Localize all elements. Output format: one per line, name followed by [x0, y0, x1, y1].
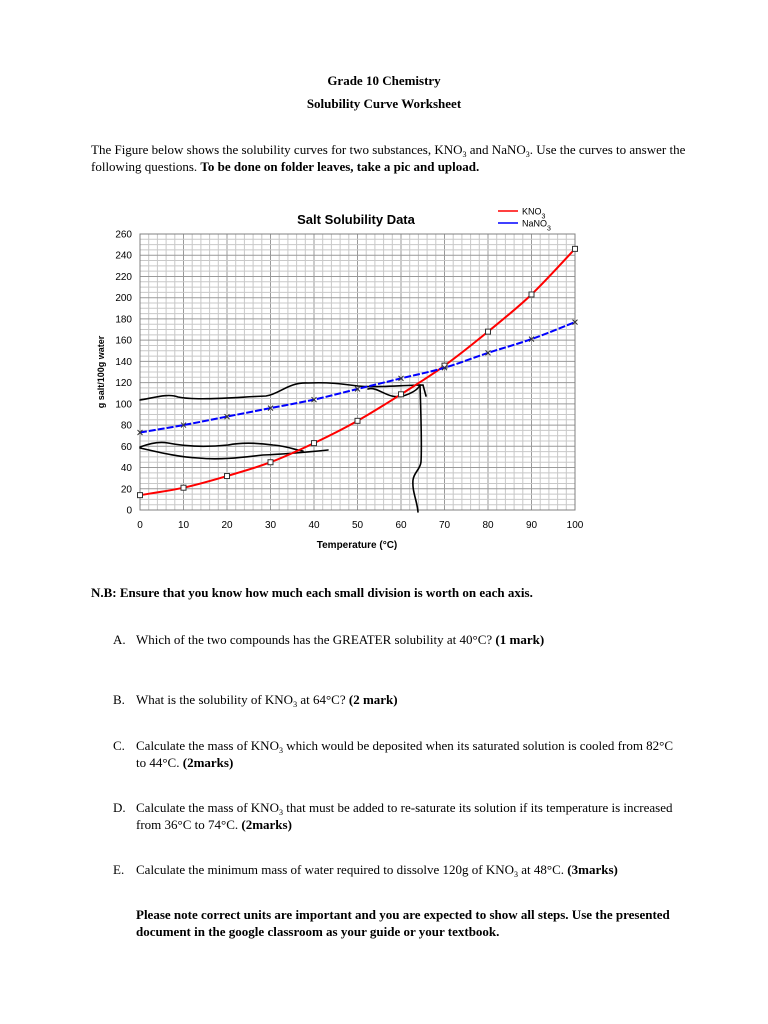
data-point-square — [399, 392, 404, 397]
question-text — [136, 861, 676, 878]
question-marks: (2marks) — [241, 817, 292, 832]
data-point-square — [573, 246, 578, 251]
x-tick-label: 10 — [177, 520, 190, 531]
question-marks: (1 mark) — [495, 632, 545, 647]
data-point-square — [138, 493, 143, 498]
question-text-part: Calculate the mass of KNO — [136, 800, 279, 815]
y-tick-label: 260 — [115, 229, 132, 241]
x-tick-label: 80 — [482, 520, 494, 531]
question-text-part: What is the solubility of KNO — [136, 692, 294, 707]
question-letter: C. — [113, 738, 125, 753]
y-axis-label: g salt/100g water — [96, 335, 106, 409]
y-tick-label: 100 — [115, 399, 132, 411]
data-point-square — [486, 329, 491, 334]
intro-instruction: To be done on folder leaves, take a pic and upload. — [200, 159, 480, 174]
closing-note: Please note correct units are important and you are expected to show all steps. Use the presented document in the google classroom as your guide or your textbook. — [136, 907, 670, 939]
intro-sub-1: 3 — [462, 150, 467, 159]
data-point-square — [225, 474, 230, 479]
intro-text-2: and NaNO — [466, 142, 526, 157]
question-marks: (2 mark) — [348, 692, 398, 707]
question-b — [113, 691, 673, 708]
x-tick-label: 70 — [438, 520, 451, 531]
question-letter: D. — [113, 800, 126, 815]
data-point-square — [312, 441, 317, 446]
data-point-square — [268, 460, 273, 465]
question-text — [136, 631, 676, 648]
y-tick-label: 120 — [115, 378, 132, 390]
nb-note: N.B: Ensure that you know how much each small division is worth on each axis. — [91, 585, 533, 600]
question-letter: E. — [113, 862, 125, 877]
y-tick-label: 20 — [120, 484, 132, 496]
x-tick-label: 60 — [395, 520, 407, 531]
question-text-part: Which of the two compounds has the GREATER solubility at 40°C? — [136, 632, 496, 647]
data-point-square — [181, 485, 186, 490]
y-tick-label: 240 — [115, 250, 132, 262]
x-axis-label: Temperature (°C) — [316, 540, 398, 551]
x-tick-label: 100 — [566, 520, 584, 531]
y-tick-label: 80 — [120, 420, 132, 432]
chart-grid — [140, 234, 575, 510]
question-subscript: 3 — [514, 870, 519, 879]
y-tick-label: 40 — [120, 463, 132, 475]
x-tick-label: 40 — [308, 520, 320, 531]
legend-label-nano3 — [522, 219, 551, 233]
x-tick-label: 30 — [264, 520, 277, 531]
worksheet-subtitle: Solubility Curve Worksheet — [306, 96, 462, 111]
x-tick-label: 50 — [351, 520, 364, 531]
y-tick-label: 220 — [115, 271, 132, 283]
legend-label-subscript: 3 — [547, 225, 551, 233]
y-tick-label: 0 — [126, 505, 132, 517]
legend-label-subscript: 3 — [541, 213, 546, 221]
question-marks: (2marks) — [182, 755, 234, 770]
x-tick-label: 90 — [525, 520, 538, 531]
intro-sub-2: 3 — [525, 150, 530, 159]
y-tick-label: 140 — [115, 356, 132, 368]
y-tick-label: 60 — [120, 441, 132, 453]
question-c — [113, 737, 673, 771]
y-tick-label: 160 — [115, 335, 132, 347]
question-subscript: 3 — [278, 746, 283, 755]
intro-text-3: . Use the curves to answer the following questions. — [91, 142, 686, 174]
intro-paragraph — [91, 141, 691, 175]
question-text-part: which would be deposited when its saturated solution is cooled from 82°C to 44°C. — [136, 738, 674, 770]
legend-label-main: KNO — [522, 206, 542, 217]
question-marks: (3marks) — [567, 862, 618, 877]
solubility-chart — [88, 200, 598, 560]
question-subscript: 3 — [293, 700, 298, 709]
data-point-square — [355, 418, 360, 423]
legend-label-main: NaNO — [522, 218, 548, 229]
question-text — [136, 691, 676, 708]
question-text — [136, 799, 676, 833]
question-a — [113, 631, 673, 648]
question-text — [136, 737, 676, 771]
y-tick-label: 200 — [115, 293, 132, 305]
x-tick-label: 0 — [137, 520, 143, 531]
worksheet-title: Grade 10 Chemistry — [327, 73, 441, 88]
question-subscript: 3 — [278, 808, 283, 817]
data-point-square — [529, 292, 534, 297]
question-letter: A. — [113, 632, 126, 647]
x-tick-label: 20 — [221, 520, 233, 531]
intro-text-1: The Figure below shows the solubility curves for two substances, KNO — [91, 142, 463, 157]
chart-title: Salt Solubility Data — [297, 212, 415, 227]
question-text-part: at 64°C? — [297, 692, 349, 707]
question-letter: B. — [113, 692, 125, 707]
question-text-part: Calculate the mass of KNO — [136, 738, 279, 753]
question-text-part: that must be added to re-saturate its solution if its temperature is increased from 36°C to 74°C. — [136, 800, 673, 832]
question-text-part: at 48°C. — [518, 862, 568, 877]
question-d — [113, 799, 673, 833]
question-text-part: Calculate the minimum mass of water required to dissolve 120g of KNO — [136, 862, 515, 877]
y-tick-label: 180 — [115, 314, 132, 326]
question-e — [113, 861, 673, 895]
